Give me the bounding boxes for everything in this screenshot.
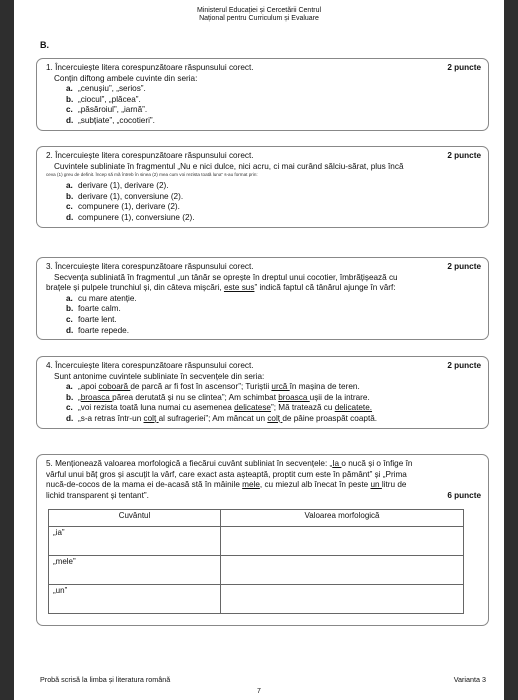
q1-points: 2 puncte [447,63,481,72]
q3-line-1: Secvența subliniată în fragmentul „un tânăr se oprește în dreptul unui cocotier, îmbrățișează cu [54,272,398,282]
table-row [49,556,464,585]
exam-page [14,0,504,700]
q2-note: ceva (1) greu de definit. Încep să mă întreb în sinea (2) mea cum voi rezista toată luna” s-au format prin: [46,172,258,178]
question-2-box [36,146,489,228]
q5-line-2: vârful unui băț gros și ascuțit la vârf, care exact asta așteaptă, proptit cum este în pământ” și „Prima [46,469,407,479]
option-item[interactable]: d. foarte repede. [66,325,129,335]
q5-line-4: lichid transparent și tentant”. [46,490,149,500]
option-item[interactable]: b. „broasca părea derutată și nu se clintea”; Am schimbat broasca ușii de la intrare. [66,392,370,402]
option-item[interactable]: a. „apoi coboară de parcă ar fi fost în ascensor”; Turiștii urcă în mașina de teren. [66,382,360,392]
option-item[interactable]: d. „s-a retras într-un colț al sufrageriei”; Am mâncat un colț de pâine proaspăt coaptă. [66,413,378,423]
option-item[interactable]: a. derivare (1), derivare (2). [66,181,169,191]
option-item[interactable]: a. „cenușiu”, „serios”. [66,84,146,94]
question-3-box [36,257,489,340]
question-1-box [36,58,489,131]
option-item[interactable]: c. „păsăroiul”, „iarnă”. [66,105,148,115]
q3-line-2: brațele și pulpele trunchiul și, din câteva mișcări, este sus” indică faptul că tânărul ajunge în vârf: [46,283,396,293]
footer-right: Varianta 3 [453,675,486,684]
question-4-box [36,356,489,429]
q5-line-1: 5. Menționează valoarea morfologică a fiecărui cuvânt subliniat în secvențele: „Ia o nucă și o înfige în [46,459,413,468]
option-item[interactable]: b. derivare (1), conversiune (2). [66,191,184,201]
q2-title: 2. Încercuiește litera corespunzătoare răspunsului corect. [46,151,254,160]
option-item[interactable]: d. compunere (1), conversiune (2). [66,212,195,222]
section-label: B. [40,40,49,50]
page-header [14,7,504,23]
word-cell: „un” [49,585,221,614]
q5-points: 6 puncte [447,490,481,500]
table-row [49,527,464,556]
q5-line-3: nucă-de-cocos de la mama ei de-acasă stă în mâinile mele, cu miezul alb înecat în peste un litru de [46,480,407,490]
answer-cell[interactable] [221,556,464,585]
question-5-box [36,454,489,626]
option-item[interactable]: b. foarte calm. [66,304,121,314]
option-item[interactable]: c. foarte lent. [66,314,117,324]
header-line-1: Ministerul Educației și Cercetării Centrul [196,7,322,14]
answer-cell[interactable] [221,527,464,556]
header-line-2: Național pentru Curriculum și Evaluare [199,15,319,22]
answer-cell[interactable] [221,585,464,614]
option-item[interactable]: c. compunere (1), derivare (2). [66,202,180,212]
page-footer [40,675,486,684]
option-item[interactable]: d. „subțiate”, „cocotieri”. [66,115,155,125]
footer-left: Probă scrisă la limba și literatura română [40,675,171,684]
q2-prompt: Cuvintele subliniate în fragmentul „Nu e nici dulce, nici acru, ci mai curând sălciu-sărat, plus încă [54,161,404,171]
q3-title: 3. Încercuiește litera corespunzătoare răspunsului corect. [46,262,254,271]
table-row [49,585,464,614]
page-number: 7 [257,688,261,695]
q4-title: 4. Încercuiește litera corespunzătoare răspunsului corect. [46,361,254,370]
option-item[interactable]: c. „voi rezista toată luna numai cu asemenea delicatese”; Mă tratează cu delicatete. [66,403,373,413]
option-item[interactable]: a. cu mare atenție. [66,293,137,303]
q2-points: 2 puncte [447,151,481,160]
q1-prompt: Conțin diftong ambele cuvinte din seria: [54,73,198,83]
column-header-value: Valoarea morfologică [221,510,464,527]
table-header-row [49,510,464,527]
q1-title: 1. Încercuiește litera corespunzătoare răspunsului corect. [46,63,254,72]
q3-points: 2 puncte [447,262,481,271]
answer-table [48,509,464,614]
option-item[interactable]: b. „ciocul”, „plăcea”. [66,94,141,104]
word-cell: „mele” [49,556,221,585]
word-cell: „ia” [49,527,221,556]
q4-points: 2 puncte [447,361,481,370]
column-header-word: Cuvântul [49,510,221,527]
q4-prompt: Sunt antonime cuvintele subliniate în secvențele din seria: [54,371,265,381]
